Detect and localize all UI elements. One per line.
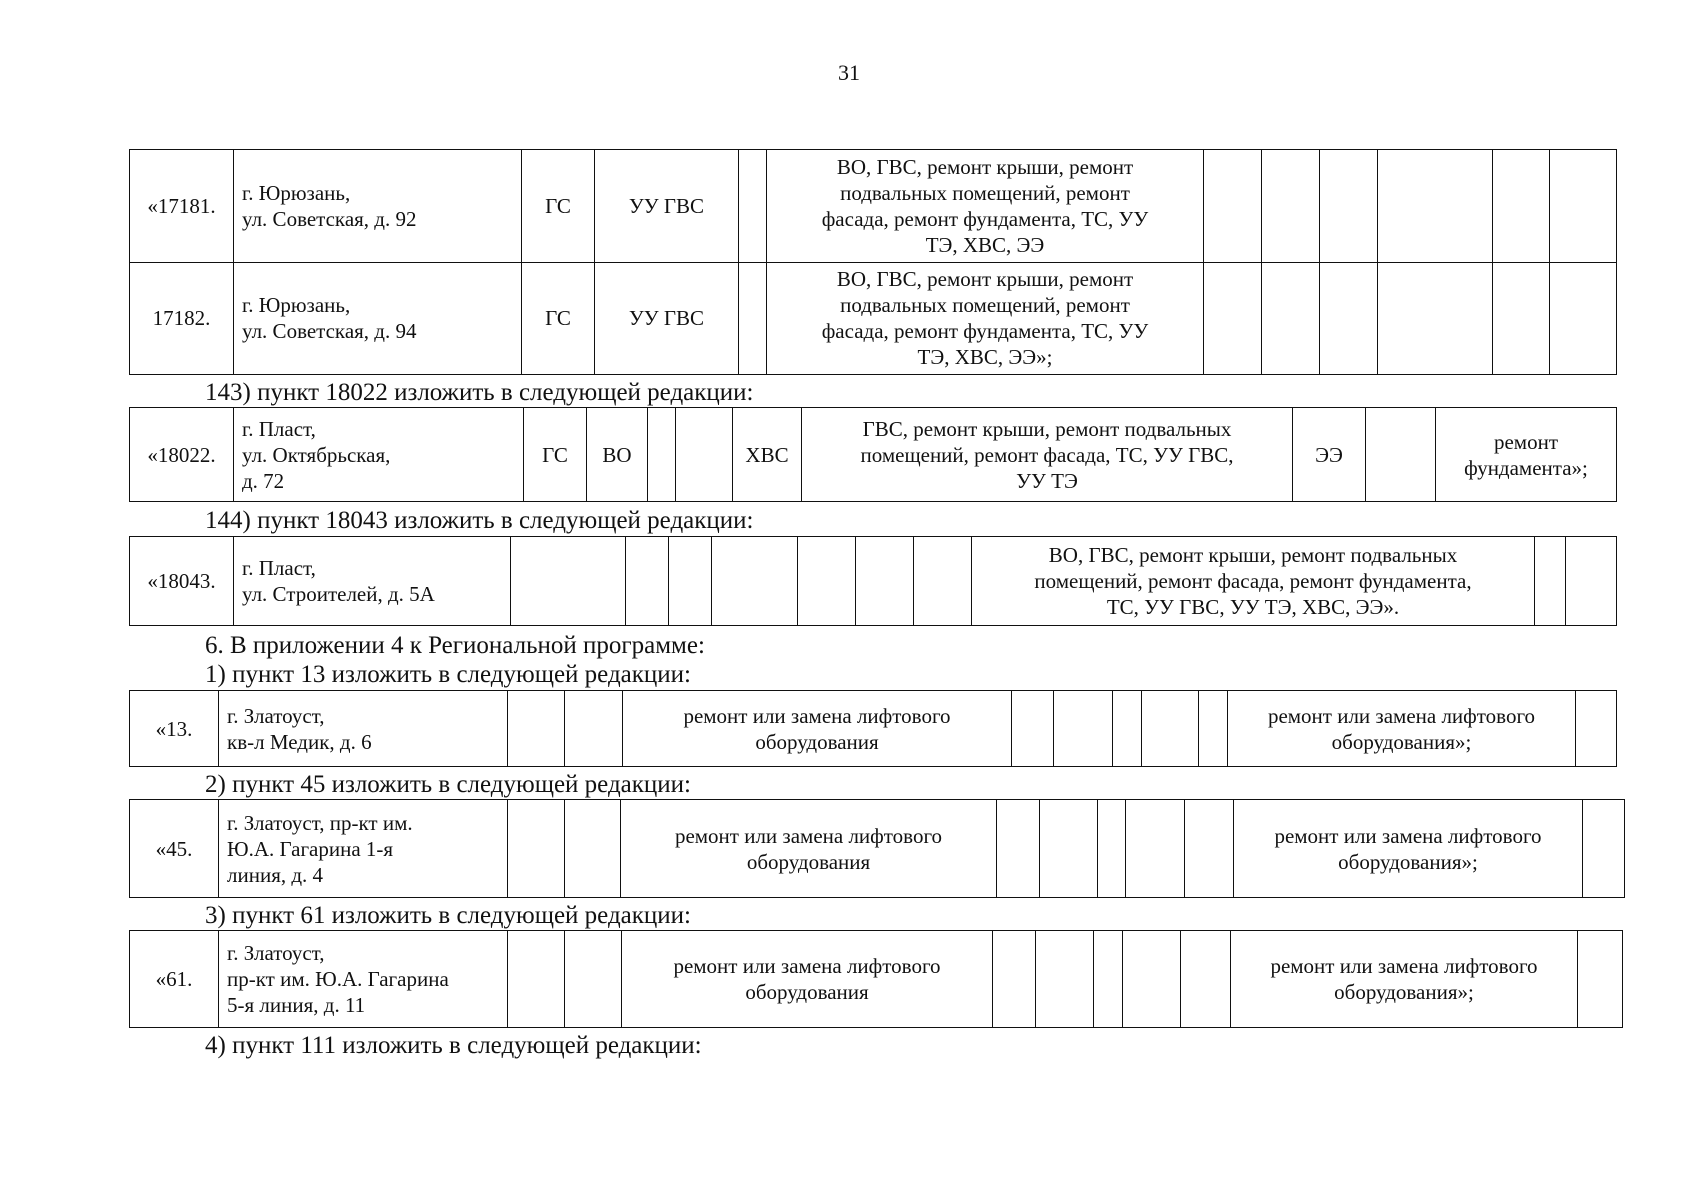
empty-cell [1142,691,1199,767]
empty-cell [1098,800,1126,898]
table-row [130,800,1625,898]
empty-cell [1320,150,1378,263]
empty-cell [712,537,798,626]
empty-cell [739,262,767,375]
empty-cell [1181,931,1231,1028]
empty-cell [669,537,712,626]
row-number: «17181. [130,150,234,263]
empty-cell [1204,150,1262,263]
table-17181-17182 [129,149,1616,375]
row-number: «61. [130,931,219,1028]
empty-cell [1094,931,1123,1028]
table-row [130,408,1617,502]
table-row [130,691,1617,767]
empty-cell [856,537,914,626]
empty-cell [626,537,669,626]
works-cell: ГВС, ремонт крыши, ремонт подвальных помещений, ремонт фасада, ТС, УУ ГВС, УУ ТЭ [802,408,1293,502]
paragraph-3: 3) пункт 61 изложить в следующей редакции: [205,902,691,929]
works-cell: ремонт или замена лифтового оборудования»; [1234,800,1583,898]
address-cell: г. Златоуст, кв-л Медик, д. 6 [219,691,508,767]
empty-cell [1126,800,1185,898]
table-18043 [129,536,1616,626]
paragraph-144: 144) пункт 18043 изложить в следующей редакции: [205,507,754,534]
empty-cell [1036,931,1094,1028]
cell: УУ ГВС [595,150,739,263]
works-cell: ВО, ГВС, ремонт крыши, ремонт подвальных помещений, ремонт фасада, ремонт фундамента, ТС, УУ ТЭ, ХВС, ЭЭ [767,150,1204,263]
empty-cell [1185,800,1234,898]
empty-cell [565,800,621,898]
empty-cell [1576,691,1617,767]
empty-cell [798,537,856,626]
table-row [130,537,1617,626]
empty-cell [508,800,565,898]
empty-cell [1262,262,1320,375]
address-cell: г. Златоуст, пр-кт им. Ю.А. Гагарина 5-я линия, д. 11 [219,931,508,1028]
empty-cell [1583,800,1625,898]
empty-cell [1493,150,1550,263]
works-cell: ремонт или замена лифтового оборудования [623,691,1012,767]
empty-cell [1366,408,1436,502]
cell: ГС [522,150,595,263]
cell: ЭЭ [1293,408,1366,502]
paragraph-2: 2) пункт 45 изложить в следующей редакции: [205,771,691,798]
paragraph-4: 4) пункт 111 изложить в следующей редакции: [205,1032,702,1059]
empty-cell [1378,262,1493,375]
empty-cell [1566,537,1617,626]
address-cell: г. Пласт, ул. Октябрьская, д. 72 [234,408,524,502]
empty-cell [565,931,622,1028]
paragraph-6: 6. В приложении 4 к Региональной программе: [205,632,705,659]
address-cell: г. Юрюзань, ул. Советская, д. 92 [234,150,522,263]
table-61 [129,930,1616,1028]
empty-cell [914,537,972,626]
works-cell: ремонт или замена лифтового оборудования [621,800,997,898]
works-cell: ремонт или замена лифтового оборудования [622,931,993,1028]
table-row [130,931,1623,1028]
empty-cell [739,150,767,263]
cell: ХВС [733,408,802,502]
empty-cell [1378,150,1493,263]
address-cell: г. Пласт, ул. Строителей, д. 5А [234,537,511,626]
cell: ГС [524,408,587,502]
empty-cell [508,931,565,1028]
row-number: «18022. [130,408,234,502]
empty-cell [1550,150,1617,263]
table-45 [129,799,1616,898]
table-row [130,262,1617,375]
empty-cell [565,691,623,767]
empty-cell [1550,262,1617,375]
empty-cell [1320,262,1378,375]
table-13 [129,690,1616,767]
empty-cell [1204,262,1262,375]
row-number: «18043. [130,537,234,626]
table-row [130,150,1617,263]
empty-cell [1054,691,1113,767]
cell: ГС [522,262,595,375]
row-number: «45. [130,800,219,898]
empty-cell [1123,931,1181,1028]
empty-cell [1113,691,1142,767]
row-number: 17182. [130,262,234,375]
empty-cell [1199,691,1228,767]
empty-cell [1578,931,1623,1028]
empty-cell [1493,262,1550,375]
works-cell: ремонт или замена лифтового оборудования»; [1231,931,1578,1028]
address-cell: г. Юрюзань, ул. Советская, д. 94 [234,262,522,375]
cell: ВО [587,408,648,502]
page-number: 31 [838,60,860,85]
address-cell: г. Златоуст, пр-кт им. Ю.А. Гагарина 1-я линия, д. 4 [219,800,508,898]
works-cell: ВО, ГВС, ремонт крыши, ремонт подвальных помещений, ремонт фасада, ремонт фундамента, ТС, УУ ГВС, УУ ТЭ, ХВС, ЭЭ». [972,537,1535,626]
works-cell: ВО, ГВС, ремонт крыши, ремонт подвальных помещений, ремонт фасада, ремонт фундамента, ТС, УУ ТЭ, ХВС, ЭЭ»; [767,262,1204,375]
table-18022 [129,407,1616,502]
paragraph-1: 1) пункт 13 изложить в следующей редакции: [205,661,691,688]
empty-cell [648,408,676,502]
empty-cell [676,408,733,502]
empty-cell [1012,691,1054,767]
empty-cell [508,691,565,767]
works-cell: ремонт или замена лифтового оборудования»; [1228,691,1576,767]
empty-cell [1535,537,1566,626]
empty-cell [1040,800,1098,898]
empty-cell [997,800,1040,898]
empty-cell [511,537,626,626]
paragraph-143: 143) пункт 18022 изложить в следующей редакции: [205,379,754,406]
empty-cell [1262,150,1320,263]
empty-cell [993,931,1036,1028]
cell: ремонт фундамента»; [1436,408,1617,502]
row-number: «13. [130,691,219,767]
cell: УУ ГВС [595,262,739,375]
